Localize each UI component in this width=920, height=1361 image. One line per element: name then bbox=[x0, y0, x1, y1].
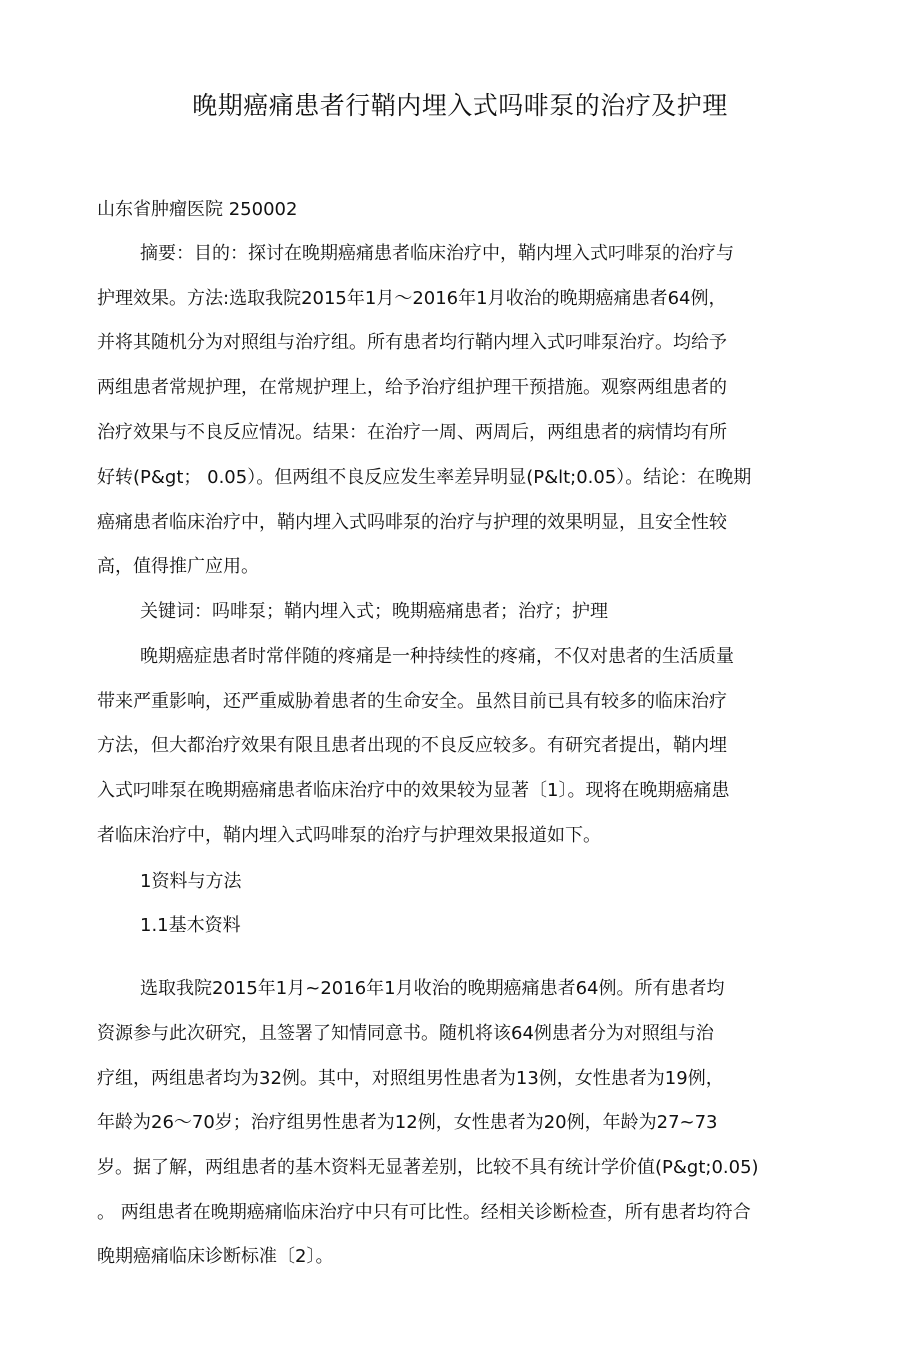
body-line: 年龄为26～70岁；治疗组男性患者为12例，女性患者为20例，年龄为27~73 bbox=[97, 1112, 718, 1133]
abstract-line: 摘要：目的：探讨在晚期癌痛患者临床治疗中，鞘内埋入式叼啡泵的治疗与 bbox=[140, 243, 734, 264]
section-heading: 1资料与方法 bbox=[140, 871, 242, 892]
keywords: 关键词：吗啡泵；鞘内埋入式；晚期癌痛患者；治疗；护理 bbox=[140, 601, 608, 622]
body-line: 晚期癌痛临床诊断标准〔2〕。 bbox=[97, 1246, 334, 1267]
affiliation: 山东省肿瘤医院 250002 bbox=[97, 199, 298, 220]
body-line: 岁。据了解，两组患者的基木资料无显著差别，比较不具有统计学价值(P&gt;0.05) bbox=[97, 1157, 759, 1178]
body-line: 资源参与此次研究，且签署了知情同意书。随机将该64例患者分为对照组与治 bbox=[97, 1023, 714, 1044]
intro-line: 入式叼啡泵在晚期癌痛患者临床治疗中的效果较为显著〔1〕。现将在晚期癌痛患 bbox=[97, 780, 730, 801]
abstract-line: 并将其随机分为对照组与治疗组。所有患者均行鞘内埋入式叼啡泵治疗。均给予 bbox=[97, 332, 727, 353]
body-line: 。 两组患者在晚期癌痛临床治疗中只有可比性。经相关诊断检查，所有患者均符合 bbox=[97, 1202, 751, 1223]
body-line: 疗组，两组患者均为32例。其中，对照组男性患者为13例，女性患者为19例， bbox=[97, 1068, 724, 1089]
intro-line: 带来严重影响，还严重威胁着患者的生命安全。虽然目前已具有较多的临床治疗 bbox=[97, 691, 727, 712]
intro-line: 晚期癌症患者时常伴随的疼痛是一种持续性的疼痛，不仅对患者的生活质量 bbox=[140, 646, 734, 667]
abstract-line: 癌痛患者临床治疗中，鞘内埋入式吗啡泵的治疗与护理的效果明显，且安全性较 bbox=[97, 512, 727, 533]
subsection-heading: 1.1基木资料 bbox=[140, 915, 241, 936]
abstract-line: 护理效果。方法:选取我院2015年1月～2016年1月收治的晚期癌痛患者64例， bbox=[97, 288, 727, 309]
document-title: 晚期癌痛患者行鞘内埋入式吗啡泵的治疗及护理 bbox=[192, 91, 728, 120]
body-line: 选取我院2015年1月~2016年1月收治的晚期癌痛患者64例。所有患者均 bbox=[140, 978, 725, 999]
abstract-line: 高，值得推广应用。 bbox=[97, 556, 259, 577]
abstract-line: 两组患者常规护理，在常规护理上，给予治疗组护理干预措施。观察两组患者的 bbox=[97, 377, 727, 398]
abstract-line: 治疗效果与不良反应情况。结果：在治疗一周、两周后，两组患者的病情均有所 bbox=[97, 422, 727, 443]
intro-line: 者临床治疗中，鞘内埋入式吗啡泵的治疗与护理效果报道如下。 bbox=[97, 825, 601, 846]
intro-line: 方法，但大都治疗效果有限且患者出现的不良反应较多。有研究者提出，鞘内埋 bbox=[97, 735, 727, 756]
abstract-line: 好转(P&gt； 0.05）。但两组不良反应发生率差异明显(P&lt;0.05）。结论：在晚期 bbox=[97, 467, 752, 488]
